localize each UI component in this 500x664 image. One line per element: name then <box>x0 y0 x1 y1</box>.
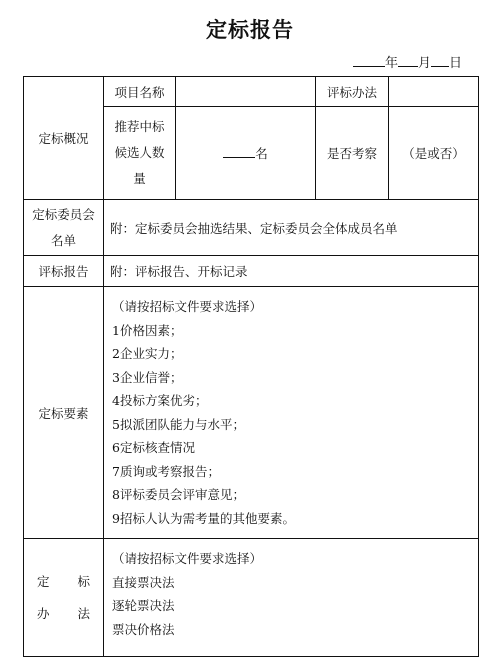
committee-row <box>24 200 479 256</box>
month-label: 月 <box>417 56 431 71</box>
eval-report-content-cell <box>104 256 479 287</box>
candidates-label-line: 候选人数 <box>114 145 165 160</box>
year-blank[interactable] <box>353 54 385 67</box>
list-item: 6定标核查情况 <box>112 440 195 455</box>
list-item: 8评标委员会评审意见； <box>112 487 245 502</box>
list-item: 逐轮票决法 <box>112 598 175 613</box>
candidates-unit: 名 <box>255 146 268 161</box>
eval-report-text: 附：评标报告、开标记录 <box>110 264 248 279</box>
candidates-count-cell <box>176 107 316 200</box>
factors-row <box>24 287 479 539</box>
eval-report-label-cell <box>24 256 104 287</box>
project-name-label-cell <box>104 77 176 107</box>
month-blank[interactable] <box>398 54 418 67</box>
committee-text: 附：定标委员会抽选结果、定标委员会全体成员名单 <box>110 220 398 236</box>
inspect-label: 是否考察 <box>326 146 377 161</box>
list-item: 票决价格法 <box>112 621 175 637</box>
committee-label-cell <box>24 200 104 256</box>
overview-row-1 <box>24 77 479 107</box>
overview-label-cell <box>24 77 104 200</box>
report-table <box>23 76 479 657</box>
committee-content-cell <box>104 200 479 256</box>
page-title: 定标报告 <box>206 18 294 42</box>
project-name-field[interactable] <box>176 77 316 107</box>
list-item: 5拟派团队能力与水平； <box>112 416 245 432</box>
inspect-value: （是或否） <box>402 146 465 161</box>
candidates-count-blank[interactable] <box>223 145 255 158</box>
project-name-label: 项目名称 <box>114 84 165 100</box>
list-item: 直接票决法 <box>112 574 175 590</box>
candidates-label-line: 量 <box>133 171 146 186</box>
year-label: 年 <box>384 56 398 71</box>
list-item: 7质询或考察报告； <box>112 463 220 479</box>
methods-label-line: 定 标 <box>37 573 102 589</box>
methods-list <box>104 539 479 657</box>
committee-label-line: 名单 <box>50 232 76 248</box>
eval-method-field[interactable] <box>389 77 479 107</box>
list-item: 9招标人认为需考量的其他要素。 <box>112 510 295 526</box>
eval-report-row <box>24 256 479 287</box>
list-item: （请按招标文件要求选择） <box>112 551 263 566</box>
list-item: 2企业实力； <box>112 346 183 361</box>
eval-report-label: 评标报告 <box>38 264 89 279</box>
inspect-label-cell <box>316 107 389 200</box>
methods-label-cell <box>24 539 104 657</box>
list-item: 1价格因素； <box>112 322 183 338</box>
eval-method-label-cell <box>316 77 389 107</box>
overview-label: 定标概况 <box>38 131 89 146</box>
list-item: 3企业信誉； <box>112 369 183 385</box>
list-item: 4投标方案优劣； <box>112 393 208 408</box>
candidates-label-cell <box>104 107 176 200</box>
candidates-label-line: 推荐中标 <box>114 119 165 134</box>
factors-list <box>104 287 479 539</box>
date-line <box>353 52 462 71</box>
inspect-value-cell[interactable] <box>389 107 479 200</box>
factors-label: 定标要素 <box>38 405 89 421</box>
day-label: 日 <box>448 56 462 71</box>
eval-method-label: 评标办法 <box>326 84 377 100</box>
methods-row <box>24 539 479 657</box>
methods-label-line: 办 法 <box>37 605 102 621</box>
day-blank[interactable] <box>431 54 449 67</box>
factors-label-cell <box>24 287 104 539</box>
committee-label-line: 定标委员会 <box>32 206 95 222</box>
list-item: （请按招标文件要求选择） <box>112 299 263 314</box>
